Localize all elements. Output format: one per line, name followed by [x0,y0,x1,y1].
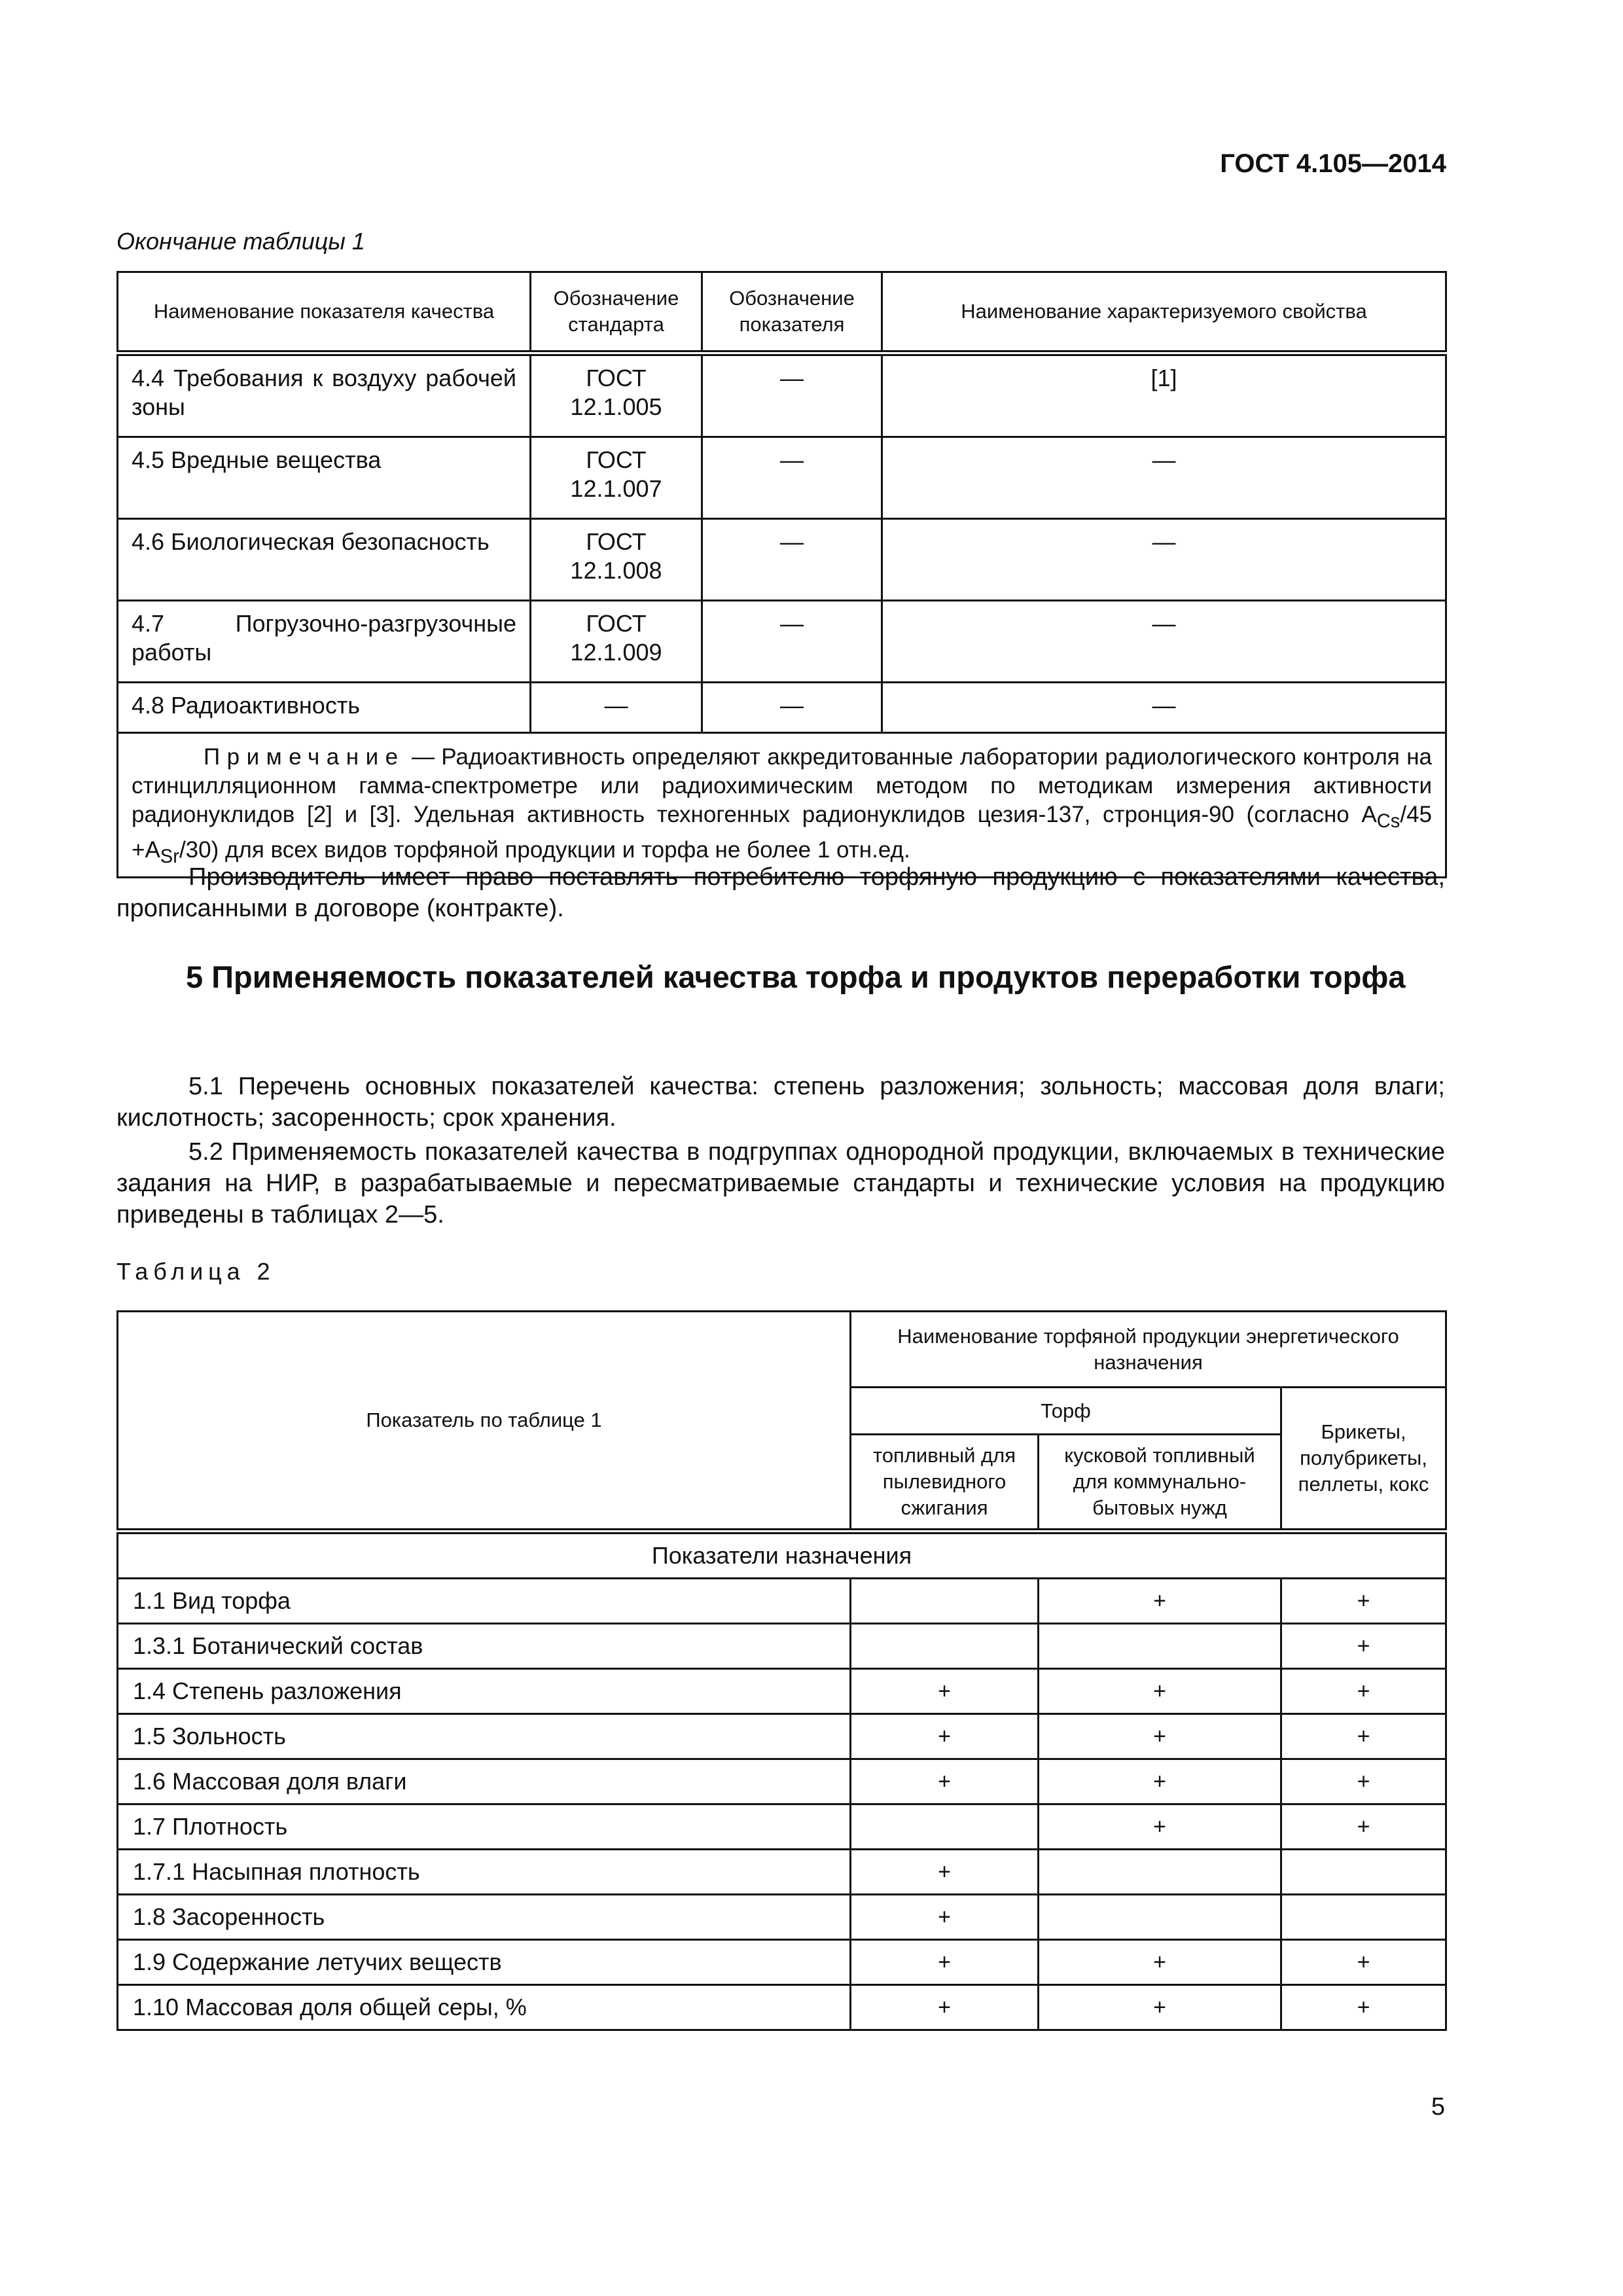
table-row [118,1940,1446,1985]
note-text-2: /45 +A [132,802,1432,863]
table-row [118,1850,1446,1895]
note-label: Примечание [204,744,405,770]
table-row [118,601,1446,683]
table1-col-standard: Обозначение стандарта [531,272,702,353]
table1-col-name: Наименование показателя качества [118,272,531,353]
table2-cell-name: 1.6 Массовая доля влаги [118,1759,851,1804]
table-row [118,1759,1446,1804]
table1-note-row [118,733,1446,878]
note-text-3: /30) для всех видов торфяной продукции и торфа не более 1 отн.ед. [179,837,910,863]
table-row [118,353,1446,437]
table1-note [118,733,1446,878]
table-row [118,437,1446,519]
table1-cell-standard: ГОСТ 12.1.009 [531,601,702,683]
table1-caption: Окончание таблицы 1 [116,228,365,255]
table2-caption: Таблица 2 [116,1258,276,1285]
table2-cell-briquettes [1281,1850,1446,1895]
table1-cell-name: 4.8 Радиоактивность [118,683,531,733]
table2-cell-peat-fuel: + [851,1759,1039,1804]
table2-cell-peat-fuel: + [851,1940,1039,1985]
table2-cell-peat-fuel: + [851,1714,1039,1759]
section5-title: 5 Применяемость показателей качества торфа и продуктов переработки торфа [186,960,1406,994]
table2-cell-name: 1.7.1 Насыпная плотность [118,1850,851,1895]
table-row [118,1579,1446,1624]
table2-cell-briquettes: + [1281,1714,1446,1759]
table1-cell-standard: ГОСТ 12.1.005 [531,353,702,437]
table1-cell-property: [1] [882,353,1446,437]
table2-cell-briquettes: + [1281,1579,1446,1624]
table2-cell-peat-lump: + [1039,1579,1281,1624]
table-row [118,1714,1446,1759]
table1-cell-standard: ГОСТ 12.1.008 [531,519,702,601]
table2-cell-peat-lump: + [1039,1714,1281,1759]
table2-header-row-1 [118,1312,1446,1388]
table1-col-property: Наименование характеризуемого свойства [882,272,1446,353]
table1-cell-code: — [702,519,882,601]
table-row [118,1624,1446,1669]
table2-cell-peat-lump [1039,1850,1281,1895]
table2-cell-briquettes: + [1281,1759,1446,1804]
table1-cell-code: — [702,683,882,733]
table1-cell-code: — [702,437,882,519]
table2-cell-peat-lump: + [1039,1759,1281,1804]
table1-cell-property: — [882,437,1446,519]
table2-cell-name: 1.7 Плотность [118,1804,851,1850]
paragraph-producer-right: Производитель имеет право поставлять потребителю торфяную продукцию с показателями качества, прописанными в договоре (контракте). [116,863,1445,922]
table2-cell-name: 1.5 Зольность [118,1714,851,1759]
table1-cell-name: 4.4 Требования к воздуху рабочей зоны [118,353,531,437]
table1 [116,271,1447,878]
table2-cell-peat-fuel: + [851,1669,1039,1714]
table2-cell-peat-fuel [851,1624,1039,1669]
table2-cell-name: 1.10 Массовая доля общей серы, % [118,1985,851,2030]
table2-col-peat: Торф [851,1388,1281,1435]
table2-cell-peat-fuel [851,1579,1039,1624]
table2-cell-name: 1.3.1 Ботанический состав [118,1624,851,1669]
table1-cell-code: — [702,601,882,683]
table2 [116,1310,1447,2031]
table2-cell-peat-fuel: + [851,1985,1039,2030]
table2-col-briquettes: Брикеты, полубрикеты, пеллеты, кокс [1281,1388,1446,1532]
table2-cell-peat-lump: + [1039,1804,1281,1850]
table-row [118,1985,1446,2030]
table1-cell-name: 4.5 Вредные вещества [118,437,531,519]
paragraph-5-2: 5.2 Применяемость показателей качества в подгруппах однородной продукции, включаемых в технические задания на НИР, в разрабатываемые и пересматриваемые стандарты и технические условия на продукцию приведены в таблицах 2—5. [116,1138,1445,1229]
table2-cell-name: 1.8 Засоренность [118,1895,851,1940]
table2-cell-briquettes: + [1281,1804,1446,1850]
table2-cell-peat-lump: + [1039,1669,1281,1714]
table2-cell-briquettes [1281,1895,1446,1940]
table2-col-peat-fuel: топливный для пылевидного сжигания [851,1435,1039,1532]
paragraph-5-1: 5.1 Перечень основных показателей качества: степень разложения; зольность; массовая доля влаги; кислотность; засоренность; срок хранения. [116,1073,1445,1132]
table2-cell-peat-fuel [851,1804,1039,1850]
table1-cell-property: — [882,683,1446,733]
table2-cell-peat-lump: + [1039,1985,1281,2030]
table-row [118,1895,1446,1940]
table1-header-row [118,272,1446,353]
table2-section-label: Показатели назначения [118,1532,1446,1579]
table1-cell-name: 4.6 Биологическая безопасность [118,519,531,601]
page-number: 5 [1431,2093,1445,2121]
table2-cell-name: 1.9 Содержание летучих веществ [118,1940,851,1985]
note-sub-cs: Cs [1376,811,1400,832]
note-sub-sr: Sr [160,846,179,867]
table-row [118,519,1446,601]
table1-cell-standard: — [531,683,702,733]
table2-cell-peat-fuel: + [851,1895,1039,1940]
table1-cell-name: 4.7 Погрузочно-разгрузочные работы [118,601,531,683]
table1-cell-code: — [702,353,882,437]
table-row [118,683,1446,733]
table2-section-row [118,1532,1446,1579]
table2-col-group: Наименование торфяной продукции энергетического назначения [851,1312,1446,1388]
table2-cell-name: 1.1 Вид торфа [118,1579,851,1624]
table-row [118,1669,1446,1714]
table1-col-code: Обозначение показателя [702,272,882,353]
table2-cell-peat-lump [1039,1895,1281,1940]
table1-cell-property: — [882,519,1446,601]
table2-col-peat-lump: кусковой топливный для коммунально-бытовых нужд [1039,1435,1281,1532]
table1-cell-standard: ГОСТ 12.1.007 [531,437,702,519]
table2-cell-briquettes: + [1281,1985,1446,2030]
table2-cell-briquettes: + [1281,1624,1446,1669]
table2-cell-peat-lump [1039,1624,1281,1669]
table2-col-indicator: Показатель по таблице 1 [118,1312,851,1532]
table2-cell-peat-fuel: + [851,1850,1039,1895]
document-code: ГОСТ 4.105—2014 [1220,149,1446,178]
table2-cell-briquettes: + [1281,1940,1446,1985]
table1-cell-property: — [882,601,1446,683]
table2-cell-name: 1.4 Степень разложения [118,1669,851,1714]
note-text-1: — Радиоактивность определяют аккредитованные лаборатории радиологического контроля на стинцилляционном гамма-спектрометре или радиохимическим методом по методикам измерения активности радионуклидов [2] и [3]. Удельная активность техногенных радионуклидов цезия-137, стронция-90 (согласно A [132,744,1432,827]
table2-cell-briquettes: + [1281,1669,1446,1714]
table-row [118,1804,1446,1850]
table2-cell-peat-lump: + [1039,1940,1281,1985]
